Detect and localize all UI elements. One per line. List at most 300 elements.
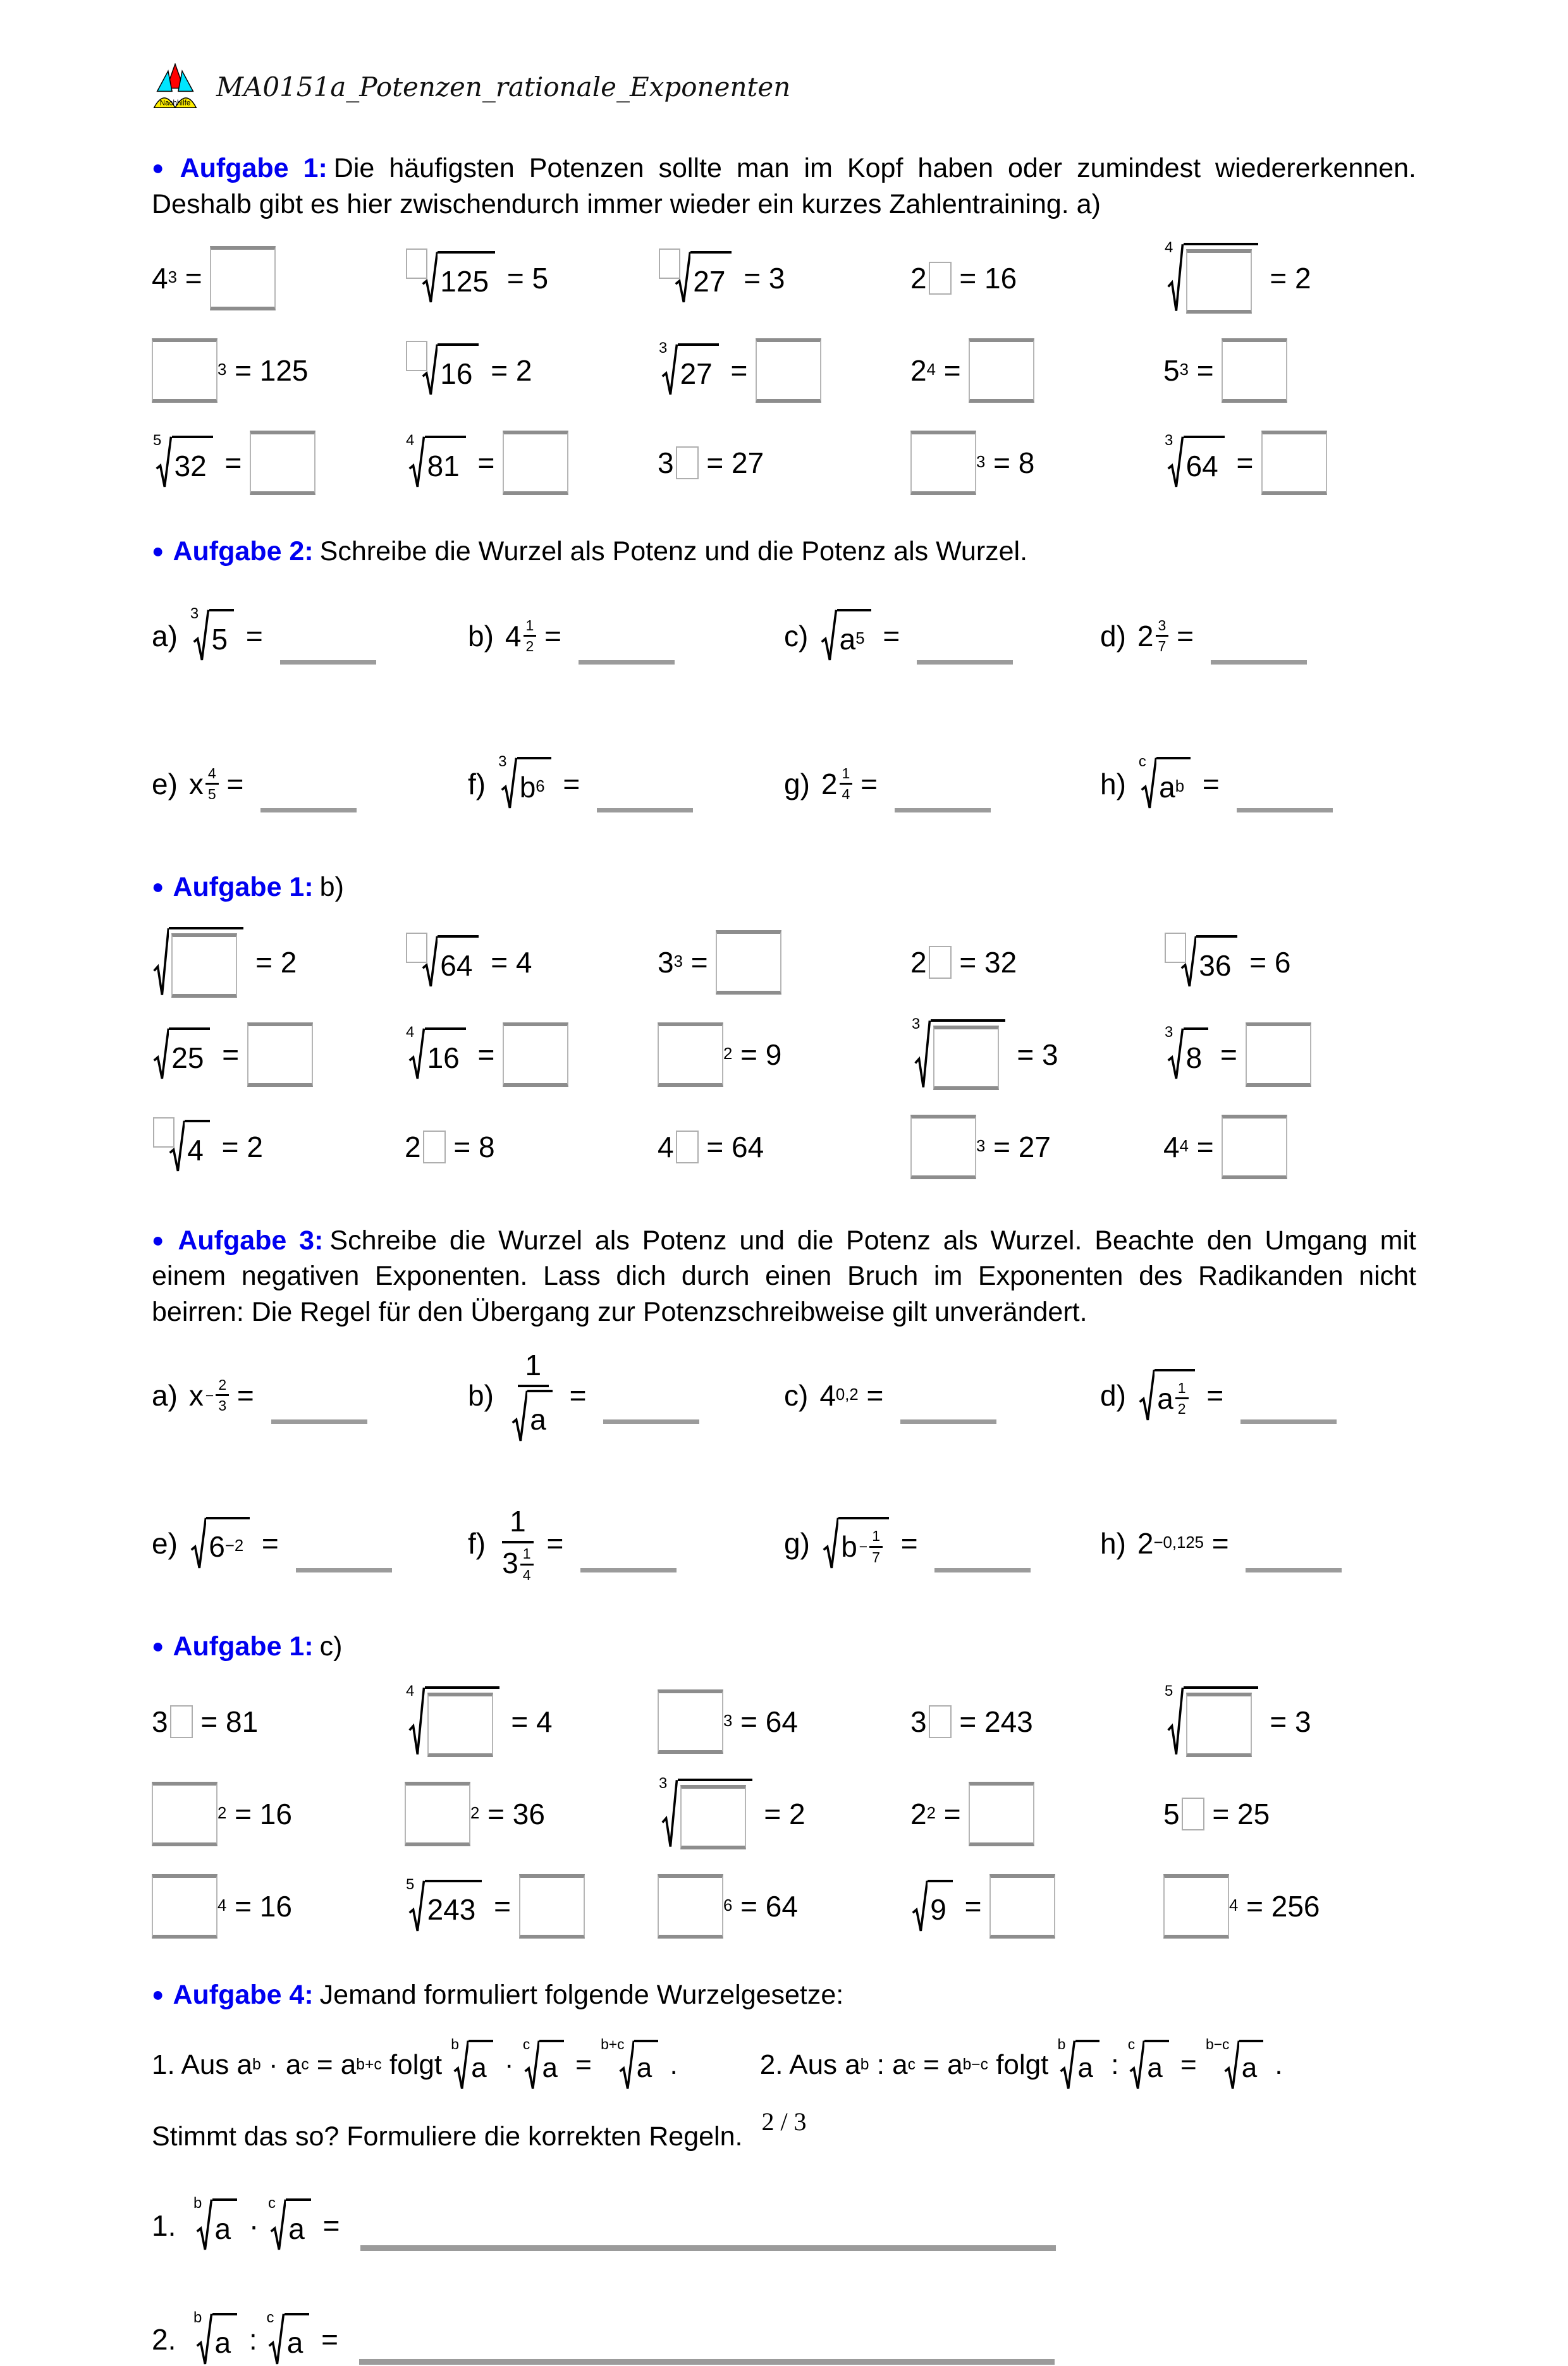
math-text: = — [536, 619, 570, 653]
answer-blank[interactable] — [1246, 1568, 1342, 1572]
math-text: = 9 — [732, 1038, 782, 1071]
math-text: x — [188, 1378, 204, 1412]
math-text: a — [285, 2049, 302, 2081]
math-text: a — [214, 2326, 231, 2359]
math-text: . — [1267, 2049, 1283, 2081]
radical — [406, 1875, 482, 1933]
numerator: 3 — [1156, 618, 1169, 637]
math-text: 3 — [502, 1547, 518, 1580]
math-text: = — [1168, 619, 1202, 653]
page-number: 2 / 3 — [761, 2107, 807, 2136]
answer-box[interactable] — [152, 1874, 217, 1939]
radicand — [169, 1027, 210, 1081]
math-text: a — [1157, 1382, 1173, 1415]
radical-sign-icon — [1139, 1369, 1155, 1422]
numerator — [518, 1348, 549, 1387]
math-item — [910, 1776, 1163, 1852]
math-text: 3 — [910, 1705, 927, 1739]
task3-intro-text: Schreibe die Wurzel als Potenz und die Potenz als Wurzel. Beachte den Umgang mit einem negativen Exponenten. Lass dich durch einen Bruch im Exponenten des Radikanden nicht beirren: Die Regel für den Übergang zur Potenzschreibweise gilt unverändert. — [152, 1225, 1417, 1327]
math-text: = — [1198, 1378, 1232, 1412]
radical — [266, 2308, 309, 2366]
exponent-box[interactable] — [1182, 1798, 1204, 1830]
exponent-box[interactable] — [423, 1131, 446, 1163]
math-text: = 27 — [698, 446, 764, 479]
root-index: 3 — [659, 1775, 668, 1793]
answer-blank[interactable] — [917, 660, 1013, 665]
fraction-exponent — [205, 766, 219, 802]
math-item — [405, 924, 658, 1000]
math-item — [910, 1017, 1163, 1093]
math-text: = — [238, 619, 271, 653]
task1a-intro-paragraph — [152, 150, 1416, 223]
radical-sign-icon — [511, 1390, 527, 1443]
math-text: 2 — [910, 945, 927, 979]
root-index: b — [1057, 2036, 1066, 2053]
radicand — [209, 609, 235, 662]
math-text: = 256 — [1238, 1890, 1320, 1923]
math-text: 64 — [440, 948, 473, 982]
answer-blank[interactable] — [895, 808, 991, 812]
exponent-box[interactable] — [929, 1705, 952, 1738]
fraction-exponent — [524, 618, 537, 654]
math-text: 81 — [427, 449, 460, 482]
math-text: 25 — [171, 1041, 204, 1074]
exponent-box[interactable] — [676, 1131, 699, 1163]
radical — [498, 753, 551, 810]
radicand — [1156, 757, 1191, 810]
root-index-box[interactable] — [406, 248, 427, 279]
math-text: = — [218, 767, 252, 800]
answer-box[interactable] — [989, 1874, 1055, 1939]
law-1-formula — [152, 2036, 678, 2091]
math-item — [468, 589, 784, 683]
radical — [823, 1517, 889, 1570]
answer-box[interactable] — [427, 1693, 493, 1757]
answer-box[interactable] — [1246, 1022, 1311, 1087]
math-text: = 3 — [735, 261, 785, 295]
rule-2-line — [152, 2308, 1416, 2366]
math-item — [152, 1684, 405, 1760]
answer-box[interactable] — [247, 1022, 313, 1087]
math-text: = — [554, 767, 589, 800]
math-text: . — [662, 2049, 678, 2081]
answer-box[interactable] — [969, 338, 1034, 403]
math-item — [658, 1017, 910, 1093]
answer-blank[interactable] — [271, 1419, 367, 1424]
math-text: = 16 — [951, 261, 1017, 295]
answer-box[interactable] — [658, 1022, 723, 1087]
task1c-label: Aufgabe 1: — [173, 1631, 314, 1662]
answer-box[interactable] — [910, 431, 976, 495]
answer-box[interactable] — [405, 1782, 470, 1846]
math-text: = 2 — [1261, 261, 1311, 295]
answer-blank[interactable] — [260, 808, 357, 812]
math-item — [152, 1776, 405, 1852]
radicand — [469, 2040, 493, 2091]
radicand — [678, 1779, 752, 1849]
math-text: a — [288, 2212, 305, 2245]
math-text: 5 — [1163, 353, 1180, 387]
denominator: 2 — [1177, 1401, 1186, 1418]
fraction-exponent — [840, 766, 853, 802]
math-text: 36 — [1199, 948, 1232, 982]
task1b-heading — [152, 872, 1416, 903]
radical — [153, 432, 213, 489]
math-text: 2 — [910, 353, 927, 387]
root-index: 4 — [406, 432, 415, 450]
math-text: = 32 — [951, 945, 1017, 979]
math-item — [152, 425, 405, 501]
math-item — [784, 737, 1100, 831]
answer-blank[interactable] — [603, 1419, 699, 1424]
answer-blank[interactable] — [1240, 1419, 1337, 1424]
answer-blank[interactable] — [580, 1568, 677, 1572]
answer-box[interactable] — [250, 431, 315, 495]
task1c-grid — [152, 1684, 1416, 1944]
math-item — [1163, 1684, 1416, 1760]
answer-box[interactable] — [658, 1874, 723, 1939]
radical — [1127, 2036, 1169, 2091]
answer-blank[interactable] — [360, 2245, 1056, 2251]
radicand — [678, 343, 719, 396]
numerator: 1 — [524, 618, 537, 637]
root-index — [406, 341, 427, 374]
exponent: 5 — [855, 629, 865, 647]
root-index-box[interactable] — [153, 1117, 175, 1148]
item-label: c) — [784, 1378, 809, 1412]
math-text: = 243 — [951, 1705, 1033, 1739]
math-item — [658, 425, 910, 501]
math-text: = — [722, 353, 756, 387]
item-label: e) — [152, 767, 178, 800]
math-text: = 2 — [482, 353, 532, 387]
task3-grid — [152, 1348, 1416, 1591]
page-header — [152, 63, 1416, 110]
stacked-fraction — [524, 618, 537, 654]
math-text: = — [858, 1378, 892, 1412]
math-item — [1163, 1868, 1416, 1944]
exponent-box[interactable] — [676, 446, 699, 479]
math-text: · — [241, 2209, 267, 2242]
radical-sign-icon — [912, 1880, 928, 1933]
root-index: b−c — [1205, 2036, 1230, 2053]
radical — [1165, 1683, 1258, 1757]
radicand — [438, 343, 479, 396]
radicand — [425, 1686, 499, 1757]
radicand — [527, 1390, 553, 1443]
root-index-box[interactable] — [406, 341, 427, 371]
answer-blank[interactable] — [359, 2359, 1055, 2365]
radical — [1057, 2036, 1099, 2091]
math-item — [1100, 589, 1416, 683]
task3-intro-paragraph — [152, 1223, 1416, 1330]
answer-blank[interactable] — [597, 808, 693, 812]
answer-blank[interactable] — [296, 1568, 392, 1572]
task1b-grid — [152, 924, 1416, 1185]
item-label: h) — [1100, 1527, 1126, 1560]
math-text: = — [1188, 1130, 1222, 1163]
math-text: = — [915, 2049, 948, 2081]
root-index — [1165, 933, 1186, 966]
answer-blank[interactable] — [1237, 808, 1333, 812]
radical — [1138, 753, 1191, 810]
denominator: 7 — [872, 1548, 881, 1566]
math-item — [152, 333, 405, 408]
exponent-box[interactable] — [929, 262, 952, 295]
math-text: 4 — [1163, 1130, 1180, 1163]
radical — [659, 340, 719, 396]
task3-label: Aufgabe 3: — [178, 1225, 324, 1256]
item-label: d) — [1100, 619, 1126, 653]
item-label: g) — [784, 767, 810, 800]
task2-intro-text: Schreibe die Wurzel als Potenz und die Potenz als Wurzel. — [319, 536, 1028, 567]
math-text: = — [874, 619, 908, 653]
math-text: a — [892, 2049, 908, 2081]
exponent: c — [301, 2056, 309, 2074]
math-item — [910, 1684, 1163, 1760]
math-text: 4 — [819, 1378, 836, 1412]
math-item — [152, 924, 405, 1000]
math-text: 27 — [680, 357, 713, 390]
task4-question: Stimmt das so? Formuliere die korrekten Regeln. — [152, 2121, 743, 2152]
answer-box[interactable] — [1222, 338, 1287, 403]
exponent: 2 — [926, 1805, 936, 1823]
exponent: 4 — [1179, 1137, 1189, 1155]
radical — [1165, 238, 1258, 314]
root-index-box[interactable] — [406, 933, 427, 963]
item-label: g) — [784, 1527, 810, 1560]
math-item — [152, 1017, 405, 1093]
answer-box[interactable] — [1186, 249, 1252, 314]
answer-box[interactable] — [171, 933, 237, 998]
answer-blank[interactable] — [280, 660, 376, 665]
task2-grid — [152, 589, 1416, 831]
fraction-exponent — [1175, 1380, 1189, 1416]
math-item — [152, 1496, 468, 1591]
math-text: : — [1103, 2049, 1127, 2081]
math-text: a — [1241, 2052, 1258, 2084]
math-text: 125 — [440, 264, 489, 298]
answer-blank[interactable] — [579, 660, 675, 665]
radical — [912, 1015, 1005, 1090]
math-text: = — [314, 2209, 348, 2242]
answer-box[interactable] — [503, 1022, 568, 1087]
radical — [451, 2036, 493, 2091]
answer-box[interactable] — [1261, 431, 1327, 495]
stacked-fraction — [1175, 1380, 1189, 1416]
math-item — [152, 737, 468, 831]
radicand — [517, 757, 551, 810]
math-text: = — [682, 945, 716, 979]
answer-blank[interactable] — [1211, 660, 1307, 665]
math-text: = — [216, 446, 250, 479]
math-text: 8 — [1185, 1041, 1203, 1074]
answer-box[interactable] — [933, 1026, 999, 1090]
exponent: b−c — [962, 2056, 988, 2074]
exponent: 2 — [723, 1045, 733, 1063]
radicand — [212, 2198, 238, 2252]
math-text: = — [1194, 767, 1228, 800]
radical-sign-icon — [153, 927, 169, 998]
radical — [522, 2036, 564, 2091]
root-index: b — [193, 2308, 202, 2326]
root-index: 4 — [406, 1024, 415, 1041]
exponent: b — [252, 2056, 261, 2074]
math-item — [910, 240, 1163, 316]
math-text: = — [1172, 2049, 1204, 2081]
math-item — [1100, 737, 1416, 831]
radical-sign-icon — [823, 1517, 838, 1570]
radical — [406, 1683, 499, 1757]
math-text: 2 — [910, 261, 927, 295]
root-index: 5 — [153, 432, 162, 450]
exponent: 3 — [217, 360, 227, 379]
root-index-box[interactable] — [659, 248, 680, 279]
radicand — [1184, 436, 1225, 489]
answer-box[interactable] — [210, 246, 276, 310]
answer-box[interactable] — [910, 1115, 976, 1179]
denominator: 4 — [522, 1566, 531, 1583]
math-item — [1163, 333, 1416, 408]
math-text: a — [236, 2049, 253, 2081]
math-text: a — [1147, 2052, 1163, 2084]
root-index: 4 — [1165, 238, 1173, 256]
math-text: 5 — [211, 622, 228, 656]
radical — [1139, 1369, 1195, 1422]
answer-box[interactable] — [152, 338, 217, 403]
answer-box[interactable] — [716, 930, 781, 995]
exponent-box[interactable] — [929, 946, 952, 979]
math-item — [658, 1684, 910, 1760]
answer-blank[interactable] — [934, 1568, 1031, 1572]
math-item — [784, 1348, 1100, 1443]
task1b-label: Aufgabe 1: — [173, 871, 314, 902]
task1c-heading — [152, 1631, 1416, 1662]
numerator: 1 — [1175, 1380, 1189, 1399]
math-text: a — [471, 2052, 487, 2084]
denominator — [502, 1543, 533, 1582]
math-text: = — [1212, 1038, 1246, 1071]
radical — [190, 605, 234, 662]
math-text: 64 — [1185, 449, 1218, 482]
answer-box[interactable] — [969, 1782, 1034, 1846]
fraction-exponent — [520, 1546, 534, 1582]
exponent-box[interactable] — [170, 1705, 193, 1738]
math-item — [784, 589, 1100, 683]
math-text: 2 — [821, 767, 838, 800]
math-item — [910, 924, 1163, 1000]
answer-box[interactable] — [519, 1874, 585, 1939]
exponent: 0,2 — [835, 1386, 859, 1404]
math-text: a — [214, 2212, 231, 2245]
answer-box[interactable] — [152, 1782, 217, 1846]
root-index: 3 — [1165, 432, 1173, 450]
radical — [406, 343, 479, 396]
math-text: a — [542, 2052, 558, 2084]
radicand — [1184, 1027, 1209, 1081]
math-text: = — [254, 1527, 287, 1560]
fraction-exponent — [1156, 618, 1169, 654]
math-item — [405, 1776, 658, 1852]
math-text: = 5 — [499, 261, 549, 295]
denominator: 4 — [842, 786, 850, 802]
logo-right-wing-shape — [178, 71, 193, 91]
math-text: 3 — [658, 945, 674, 979]
radicand — [425, 436, 466, 489]
radicand — [185, 1120, 210, 1173]
root-index: 4 — [406, 1683, 415, 1700]
root-index: 5 — [1165, 1683, 1173, 1700]
math-item — [658, 240, 910, 316]
minus-sign: − — [859, 1538, 868, 1555]
radical — [912, 1880, 953, 1933]
stacked-fraction — [840, 766, 853, 802]
radicand — [1155, 1369, 1194, 1422]
exponent: 2 — [470, 1805, 480, 1823]
radicand — [1144, 2040, 1168, 2091]
math-item — [1100, 1496, 1416, 1591]
answer-box[interactable] — [1222, 1115, 1287, 1179]
math-item — [405, 333, 658, 408]
radical — [1165, 432, 1225, 489]
math-item — [405, 1868, 658, 1944]
math-item — [1163, 425, 1416, 501]
denominator: 7 — [1158, 638, 1167, 654]
math-text: 243 — [427, 1893, 476, 1927]
stacked-fraction — [205, 766, 219, 802]
math-item — [658, 333, 910, 408]
math-text: · — [260, 2049, 286, 2081]
exponent: 3 — [673, 952, 683, 971]
answer-box[interactable] — [1186, 1693, 1252, 1757]
radical — [153, 1027, 210, 1081]
math-text: 27 — [693, 264, 726, 298]
radicand — [206, 1517, 250, 1570]
math-item — [910, 333, 1163, 408]
math-text: a — [1159, 770, 1175, 804]
math-text: = — [469, 1038, 503, 1071]
bullet-icon: ● — [152, 539, 164, 562]
item-label: f) — [468, 767, 486, 800]
nachhilfe-logo — [152, 63, 199, 110]
math-item — [784, 1496, 1100, 1591]
exponent: b — [860, 2056, 869, 2074]
item-label: a) — [152, 1378, 178, 1412]
denominator: 3 — [218, 1397, 227, 1414]
answer-box[interactable] — [658, 1689, 723, 1754]
root-index-box[interactable] — [1165, 933, 1186, 963]
exponent: 4 — [926, 360, 936, 379]
math-text: a — [947, 2049, 963, 2081]
answer-box[interactable] — [756, 338, 821, 403]
radicand — [928, 1880, 953, 1933]
answer-box[interactable] — [503, 431, 568, 495]
math-item — [1163, 1109, 1416, 1185]
radicand — [212, 2313, 238, 2366]
stacked-fraction — [216, 1377, 229, 1413]
answer-box[interactable] — [1163, 1874, 1229, 1939]
answer-blank[interactable] — [900, 1419, 996, 1424]
math-text: 2. Aus — [759, 2049, 845, 2081]
radical — [821, 609, 871, 662]
math-text: = 6 — [1241, 945, 1291, 979]
math-text: = — [1203, 1527, 1237, 1560]
math-item — [658, 1109, 910, 1185]
answer-box[interactable] — [680, 1785, 746, 1849]
math-text: = — [176, 261, 211, 295]
radicand — [1075, 2040, 1099, 2091]
radical — [1165, 935, 1237, 988]
